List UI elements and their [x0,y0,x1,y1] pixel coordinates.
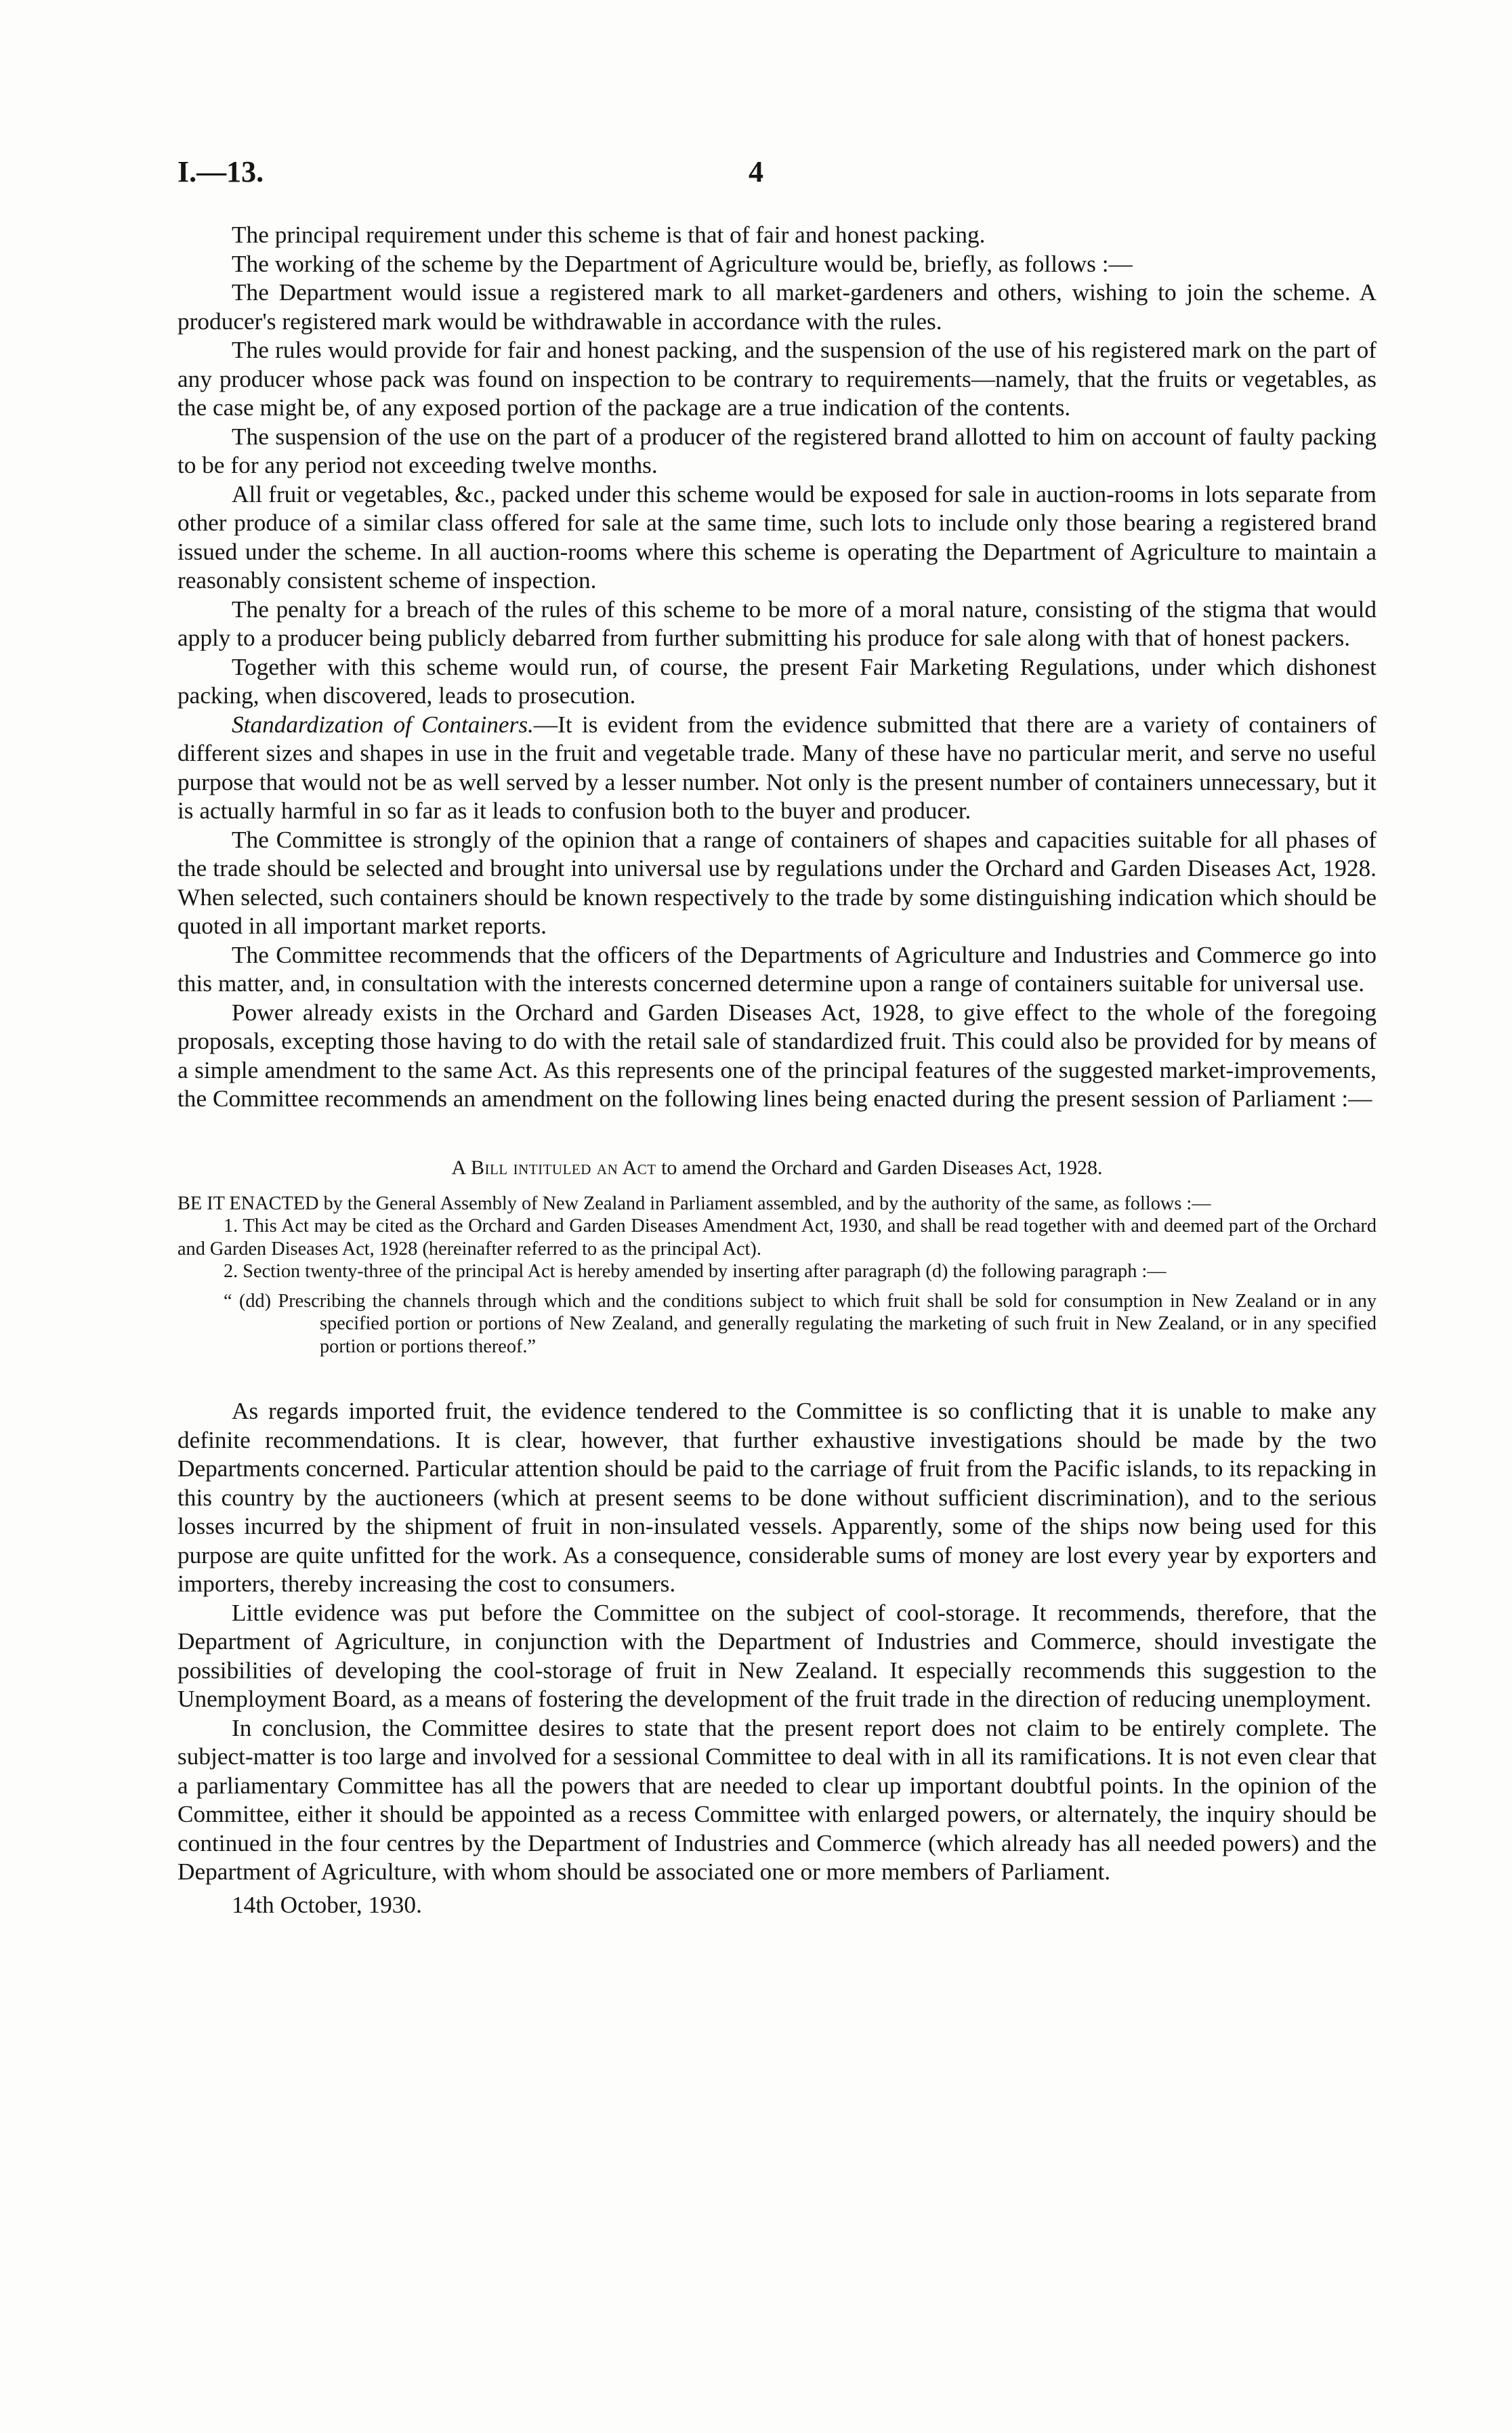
bill-section [177,1156,1377,1358]
paragraph: The Department would issue a registered mark to all market-gardeners and others, wishing to join the scheme. A producer's registered mark would be withdrawable in accordance with the rules. [177,279,1377,335]
paragraph: The suspension of the use on the part of a producer of the registered brand allotted to him on account of faulty packing to be for any period not exceeding twelve months. [177,423,1377,478]
paragraph: As regards imported fruit, the evidence tendered to the Committee is so conflicting that it is unable to make any definite recommendations. It is clear, however, that further exhaustive investigations should be made by the two Departments concerned. Particular attention should be paid to the carriage of fruit from the Pacific islands, to its repacking in this country by the auctioneers (which at present seems to be done without sufficient discrimination), and to the serious losses incurred by the shipment of fruit in non-insulated vessels. Apparently, some of the ships now being used for this purpose are quite unfitted for the work. As a consequence, considerable sums of money are lost every year by exporters and importers, thereby increasing the cost to consumers. [177,1398,1377,1597]
paragraph: Little evidence was put before the Committee on the subject of cool-storage. It recommends, therefore, that the Department of Agriculture, in conjunction with the Department of Industries and Commerce, should investigate the possibilities of developing the cool-storage of fruit in New Zealand. It especially recommends this suggestion to the Unemployment Board, as a means of fostering the development of the fruit trade in the direction of reducing unemployment. [177,1599,1377,1712]
paragraph: The Committee recommends that the officers of the Departments of Agriculture and Industries and Commerce go into this matter, and, in consultation with the interests concerned determine upon a range of containers suitable for universal use. [177,941,1377,997]
standardization-heading: Standardization of Containers. [232,711,534,738]
bill-enacting-clause: BE IT ENACTED by the General Assembly of New Zealand in Parliament assembled, and by the authority of the same, as follows :— [177,1192,1211,1214]
page-number: 4 [749,155,763,188]
report-date: 14th October, 1930. [232,1891,422,1918]
paragraph: In conclusion, the Committee desires to state that the present report does not claim to be entirely complete. The subject-matter is too large and involved for a sessional Committee to deal with in all its ramifications. It is not even clear that a parliamentary Committee has all the powers that are needed to clear up important doubtful points. In the opinion of the Committee, either it should be appointed as a recess Committee with enlarged powers, or alternately, the inquiry should be continued in the four centres by the Department of Industries and Commerce (which already has all needed powers) and the Department of Agriculture, with whom should be associated one or more members of Parliament. [177,1714,1377,1885]
page-header [177,154,1335,195]
bill-title [177,1156,1377,1180]
paragraph: The principal requirement under this scheme is that of fair and honest packing. [232,222,986,248]
document-reference: I.—13. [177,155,264,188]
standardization-paragraph [177,711,1377,826]
bill-quoted-paragraph: “ (dd) Prescribing the channels through which and the conditions subject to which fruit shall be sold for consumption in New Zealand or in any specified portion or portions of New Zealand, and generally regulating the marketing of such fruit in New Zealand, or in any specified portion or portions thereof.” [224,1290,1377,1357]
closing-section [177,1397,1377,1919]
paragraph: Power already exists in the Orchard and Garden Diseases Act, 1928, to give effect to the whole of the foregoing proposals, excepting those having to do with the retail sale of standardized fruit. This could also be provided for by means of a simple amendment to the same Act. As this represents one of the principal features of the suggested market-improvements, the Committee recommends an amendment on the following lines being enacted during the present session of Parliament :— [177,999,1377,1112]
standardization-text: —It is evident from the evidence submitted that there are a variety of containers of different sizes and shapes in use in the fruit and vegetable trade. Many of these have no particular merit, and serve no useful purpose that would not be as well served by a lesser number. Not only is the present number of containers unnecessary, but it is actually harmful in so far as it leads to confusion both to the buyer and producer. [177,711,1377,824]
paragraph: The rules would provide for fair and honest packing, and the suspension of the use of his registered mark on the part of any producer whose pack was found on inspection to be contrary to requirements—namely, that the fruits or vegetables, as the case might be, of any exposed portion of the package are a true indication of the contents. [177,337,1377,421]
bill-section-2: 2. Section twenty-three of the principal Act is hereby amended by inserting after paragraph (d) the following paragraph :— [224,1261,1167,1282]
paragraph: Together with this scheme would run, of course, the present Fair Marketing Regulations, under which dishonest packing, when discovered, leads to prosecution. [177,653,1377,709]
bill-title-rest: to amend the Orchard and Garden Diseases Act, 1928. [656,1156,1103,1179]
bill-section-1: 1. This Act may be cited as the Orchard and Garden Diseases Amendment Act, 1930, and shall be read together with and deemed part of the Orchard and Garden Diseases Act, 1928 (hereinafter referred to as the principal Act). [177,1215,1377,1260]
paragraph: The penalty for a breach of the rules of this scheme to be more of a moral nature, consisting of the stigma that would apply to a producer being publicly debarred from further submitting his produce for sale along with that of honest packers. [177,596,1377,651]
paragraph: The Committee is strongly of the opinion that a range of containers of shapes and capacities suitable for all phases of the trade should be selected and brought into universal use by regulations under the Orchard and Garden Diseases Act, 1928. When selected, such containers should be known respectively to the trade by some distinguishing indication which should be quoted in all important market reports. [177,826,1377,939]
document-body [177,221,1377,1919]
paragraph: All fruit or vegetables, &c., packed under this scheme would be exposed for sale in auction-rooms in lots separate from other produce of a similar class offered for sale at the same time, such lots to include only those bearing a registered brand issued under the scheme. In all auction-rooms where this scheme is operating the Department of Agriculture to maintain a reasonably consistent scheme of inspection. [177,480,1377,594]
paragraph: The working of the scheme by the Department of Agriculture would be, briefly, as follows :— [232,250,1133,277]
bill-title-smallcaps: A Bill intituled an Act [451,1156,656,1179]
